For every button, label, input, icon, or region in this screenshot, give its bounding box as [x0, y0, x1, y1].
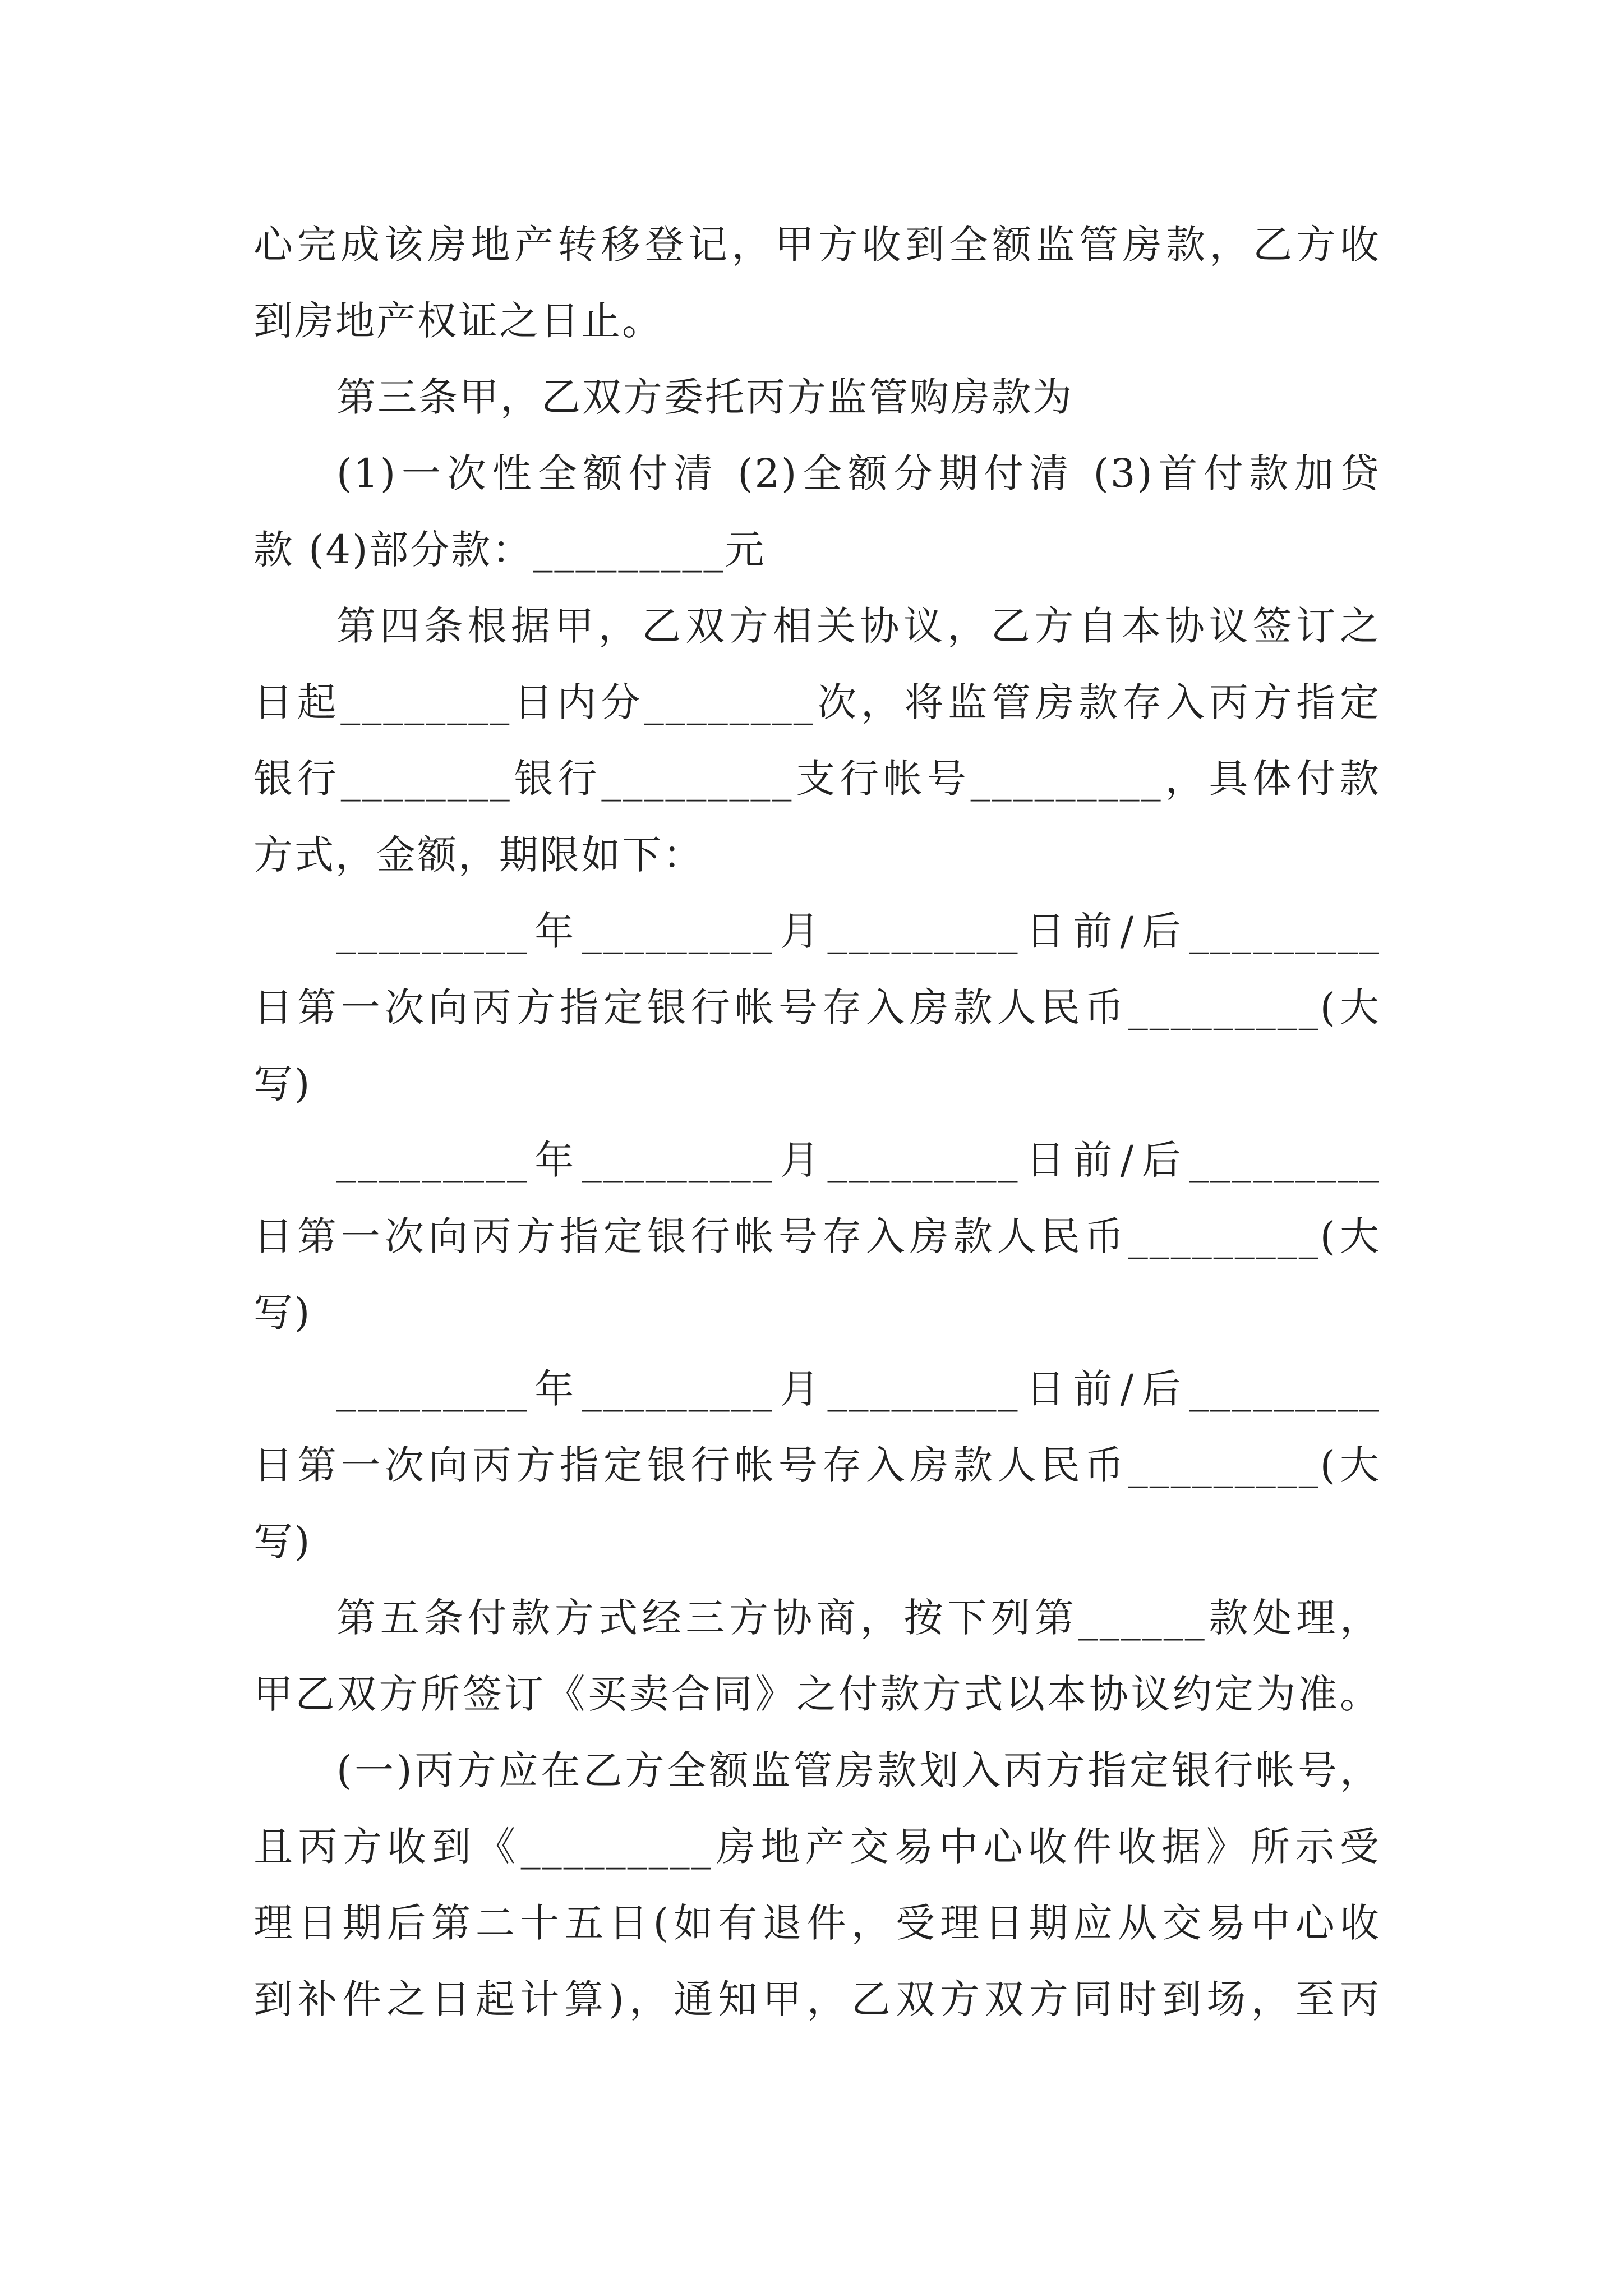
text-line: 银行________银行_________支行帐号_________，具体付款 — [253, 756, 1381, 802]
text-line: 到房地产权证之日止。 — [253, 298, 663, 344]
text-line: 第三条甲，乙双方委托丙方监管购房款为 — [336, 374, 1073, 420]
text-line: (1)一次性全额付清 (2)全额分期付清 (3)首付款加贷 — [336, 450, 1381, 496]
text-line: 日第一次向丙方指定银行帐号存入房款人民币_________(大 — [253, 984, 1381, 1030]
text-line: (一)丙方应在乙方全额监管房款划入丙方指定银行帐号， — [336, 1747, 1381, 1793]
text-line: _________年_________月_________日前/后_________ — [336, 1137, 1381, 1183]
text-line: _________年_________月_________日前/后_________ — [336, 1366, 1381, 1412]
text-line: 第四条根据甲，乙双方相关协议，乙方自本协议签订之 — [336, 603, 1381, 649]
text-line: 写) — [253, 1290, 312, 1336]
text-line: 方式，金额，期限如下： — [253, 832, 704, 878]
text-line: 日起________日内分________次，将监管房款存入丙方指定 — [253, 679, 1381, 725]
text-line: 理日期后第二十五日(如有退件，受理日期应从交易中心收 — [253, 1900, 1381, 1946]
text-line: 写) — [253, 1061, 312, 1107]
text-line: _________年_________月_________日前/后_________ — [336, 908, 1381, 954]
text-line: 款 (4)部分款：_________元 — [253, 527, 766, 573]
text-line: 日第一次向丙方指定银行帐号存入房款人民币_________(大 — [253, 1213, 1381, 1259]
text-line: 到补件之日起计算)，通知甲，乙双方双方同时到场，至丙 — [253, 1976, 1381, 2022]
text-line: 且丙方收到《_________房地产交易中心收件收据》所示受 — [253, 1824, 1381, 1870]
text-line: 日第一次向丙方指定银行帐号存入房款人民币_________(大 — [253, 1442, 1381, 1488]
text-line: 写) — [253, 1519, 312, 1565]
text-line: 心完成该房地产转移登记，甲方收到全额监管房款，乙方收 — [253, 222, 1381, 268]
text-line: 第五条付款方式经三方协商，按下列第______款处理， — [336, 1595, 1381, 1641]
text-line: 甲乙双方所签订《买卖合同》之付款方式以本协议约定为准。 — [253, 1671, 1381, 1717]
